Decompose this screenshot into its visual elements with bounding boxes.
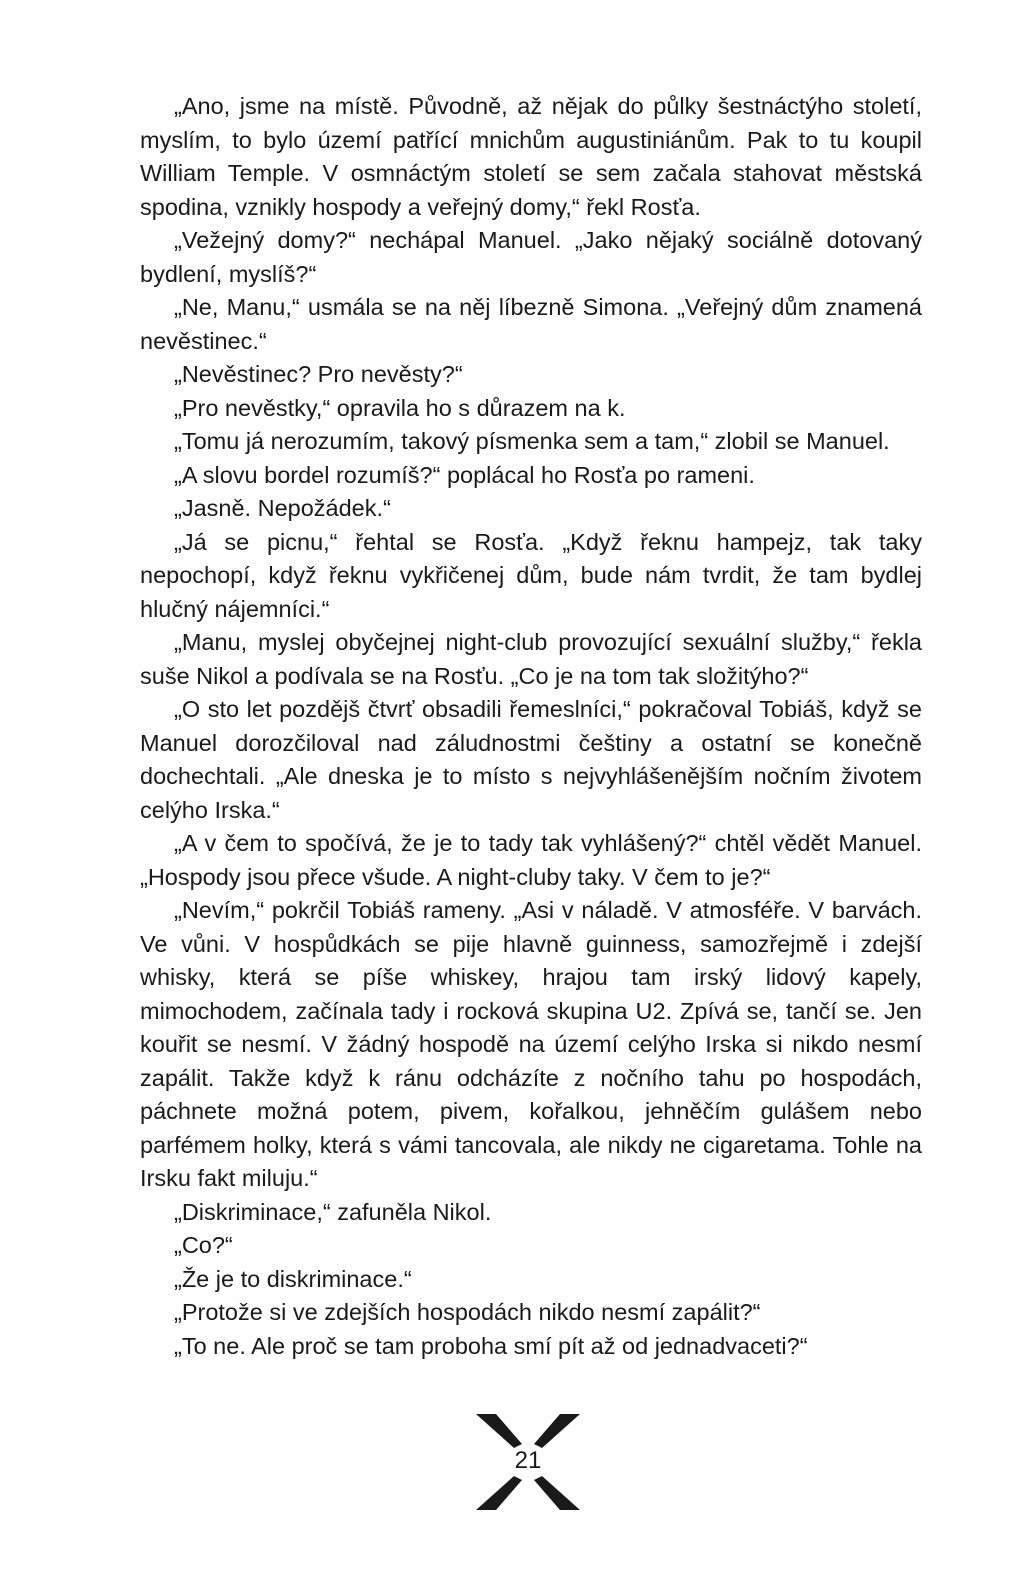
paragraph: „A slovu bordel rozumíš?“ poplácal ho Rosťa po rameni. bbox=[174, 461, 755, 488]
book-page-text bbox=[140, 90, 922, 1363]
paragraph: „To ne. Ale proč se tam proboha smí pít až od jednadvaceti?“ bbox=[174, 1332, 808, 1359]
paragraph: „Diskriminace,“ zafuněla Nikol. bbox=[174, 1198, 492, 1225]
x-ornament-arm-bottom-left bbox=[476, 1476, 522, 1510]
paragraph: „Ne, Manu,“ usmála se na něj líbezně Simona. „Veřejný dům znamená nevěstinec.“ bbox=[140, 294, 922, 354]
paragraph: „Protože si ve zdejších hospodách nikdo nesmí zapálit?“ bbox=[174, 1299, 761, 1325]
x-ornament-arm-top-right bbox=[534, 1414, 580, 1448]
paragraph: „Nevěstinec? Pro nevěsty?“ bbox=[174, 361, 463, 387]
paragraph: „Pro nevěstky,“ opravila ho s důrazem na k. bbox=[174, 394, 626, 421]
paragraph: „Manu, myslej obyčejnej night-club provozující sexuální služby,“ řekla suše Nikol a podívala se na Rosťu. „Co je na tom tak složitýho?“ bbox=[140, 629, 922, 689]
x-ornament-arm-bottom-right bbox=[534, 1476, 580, 1510]
paragraph: „Nevím,“ pokrčil Tobiáš rameny. „Asi v náladě. V atmosféře. V barvách. Ve vůni. V hospůdkách se pije hlavně guinness, samozřejmě i zdejší whisky, která se píše whiskey, hrajou tam irský lidový kapely, mimochodem, začínala tady i rocková skupina U2. Zpívá se, tančí se. Jen kouřit se nesmí. V žádný hospodě na území celýho Irska si nikdo nesmí zapálit. Takže když k ránu odcházíte z nočního tahu po hospodách, páchnete možná potem, pivem, kořalkou, jehněčím gulášem nebo parfémem holky, která s vámi tancovala, ale nikdy ne cigaretama. Tohle na Irsku fakt miluju.“ bbox=[140, 897, 922, 1191]
paragraph: „O sto let pozdějš čtvrť obsadili řemeslníci,“ pokračoval Tobiáš, když se Manuel dorozčiloval nad záludnostmi češtiny a ostatní se konečně dochechtali. „Ale dneska je to místo s nejvyhlášenějším nočním životem celýho Irska.“ bbox=[140, 696, 922, 823]
page-number: 21 bbox=[514, 1447, 542, 1474]
paragraph: „A v čem to spočívá, že je to tady tak vyhlášený?“ chtěl vědět Manuel. „Hospody jsou přece všude. A night-cluby taky. V čem to je?“ bbox=[140, 830, 922, 890]
paragraph: „Já se picnu,“ řehtal se Rosťa. „Když řeknu hampejz, tak taky nepochopí, když řeknu vykřičenej dům, bude nám tvrdit, že tam bydlej hlučný nájemníci.“ bbox=[140, 528, 922, 622]
paragraph: „Co?“ bbox=[174, 1232, 233, 1258]
paragraph: „Jasně. Nepožádek.“ bbox=[174, 495, 391, 521]
paragraph: „Vežejný domy?“ nechápal Manuel. „Jako nějaký sociálně dotovaný bydlení, myslíš?“ bbox=[140, 227, 922, 287]
paragraph: „Že je to diskriminace.“ bbox=[174, 1265, 412, 1292]
x-ornament-arm-top-left bbox=[476, 1414, 522, 1448]
paragraph: „Ano, jsme na místě. Původně, až nějak do půlky šestnáctýho století, myslím, to bylo území patřící mnichům augustiniánům. Pak to tu koupil William Temple. V osmnáctým století se sem začala stahovat městská spodina, vznikly hospody a veřejný domy,“ řekl Rosťa. bbox=[140, 93, 922, 220]
paragraph: „Tomu já nerozumím, takový písmenka sem a tam,“ zlobil se Manuel. bbox=[174, 428, 890, 454]
